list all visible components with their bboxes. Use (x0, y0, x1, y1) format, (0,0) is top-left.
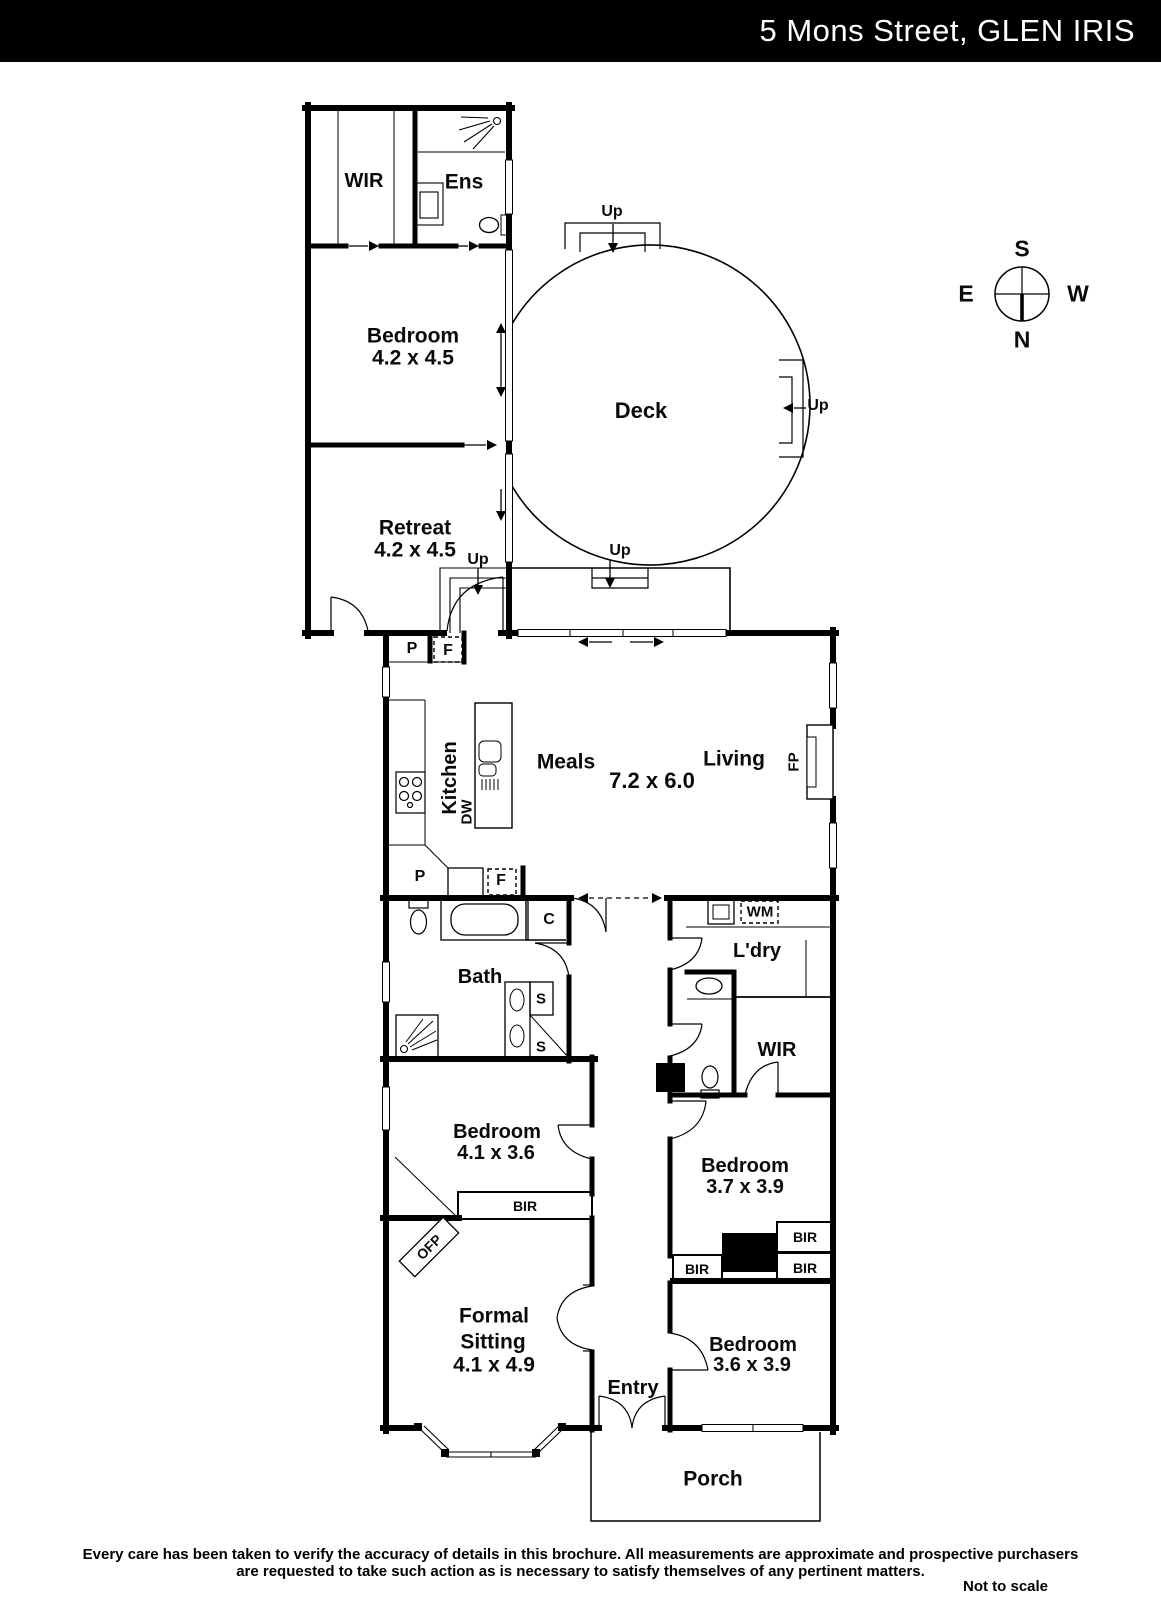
kitchen-bench (389, 662, 483, 896)
dims-retreat: 4.2 x 4.5 (374, 538, 456, 562)
bathtub-icon (441, 898, 528, 940)
cupboard-label: C (543, 911, 555, 928)
room-label-meals: Meals (536, 750, 596, 774)
room-label-kitchen: Kitchen (439, 741, 461, 815)
stairs-up-internal-label: Up (467, 551, 489, 568)
laundry-bench (686, 927, 833, 999)
disclaimer (0, 1546, 1161, 1580)
stairs-up-right-label: Up (807, 397, 829, 414)
room-label-deck: Deck (614, 398, 668, 423)
room-label-living: Living (703, 747, 765, 771)
room-label-wir-rear: WIR (757, 1039, 797, 1061)
robe-bed2-label: BIR (512, 1198, 538, 1214)
room-label-formal-line1: Formal (458, 1304, 530, 1328)
washing-machine-label: WM (746, 903, 774, 921)
fireplace-label: FP (785, 752, 803, 772)
pantry-lower-label: P (414, 868, 426, 885)
compass-west-label: W (1067, 280, 1089, 307)
ensuite-toilet-icon (480, 215, 511, 235)
shelf-lower-label: S (535, 1038, 547, 1056)
stairs-up-bottom-label: Up (609, 542, 631, 559)
dims-meals-living: 7.2 x 6.0 (609, 768, 695, 793)
room-label-formal-line2: Sitting (460, 1330, 526, 1354)
room-label-porch: Porch (683, 1467, 743, 1491)
sink-icon (479, 741, 501, 790)
compass-north-label: N (1013, 326, 1031, 353)
room-label-bedroom2: Bedroom (453, 1121, 541, 1143)
fireplace-icon (807, 725, 833, 799)
deck-outline (512, 245, 810, 633)
kitchen-island-icon (475, 703, 512, 828)
room-label-ens: Ens (444, 170, 484, 194)
dims-formal: 4.1 x 4.9 (453, 1353, 535, 1377)
compass-south-label: S (1014, 235, 1030, 262)
disclaimer-line1: Every care has been taken to verify the accuracy of details in this brochure. All measurements are approximate and prospective purchasers (82, 1546, 1079, 1563)
room-label-laundry: L'dry (732, 940, 782, 962)
dims-bedroom-main: 4.2 x 4.5 (372, 346, 454, 370)
pantry-top-label: P (406, 640, 418, 657)
dims-bedroom3: 3.7 x 3.9 (706, 1176, 784, 1198)
room-label-bedroom3: Bedroom (701, 1155, 789, 1177)
laundry-trough-icon (708, 900, 734, 924)
robe-bed3-top-label: BIR (792, 1229, 818, 1245)
room-label-bath: Bath (457, 966, 503, 988)
doors (331, 577, 778, 1428)
bath-toilet-icon (409, 898, 428, 934)
ensuite-shower-icon (418, 117, 505, 152)
disclaimer-line2: are requested to take such action as is necessary to satisfy themselves of any pertinent matters. (236, 1563, 925, 1580)
fridge-top-label: F (443, 642, 453, 659)
room-label-retreat: Retreat (378, 516, 452, 540)
room-label-bedroom-main: Bedroom (366, 324, 460, 348)
room-label-wir: WIR (344, 170, 384, 192)
dims-bedroom2: 4.1 x 3.6 (457, 1142, 535, 1164)
deck-steps-icon (565, 223, 803, 588)
dims-bedroom4: 3.6 x 3.9 (713, 1354, 791, 1376)
compass-icon (995, 267, 1049, 321)
wc-basin-icon (696, 978, 722, 994)
compass-east-label: E (958, 280, 974, 307)
cooktop-icon (396, 772, 425, 813)
page-title: 5 Mons Street, GLEN IRIS (759, 13, 1135, 48)
room-label-bedroom4: Bedroom (709, 1334, 797, 1356)
bath-shower-icon (396, 1015, 438, 1059)
open-fireplace-label: OFP (413, 1231, 445, 1263)
shelf-upper-label: S (535, 990, 547, 1008)
robe-bed3-bottom-label: BIR (792, 1260, 818, 1276)
bay-window (414, 1423, 566, 1457)
stairs-up-top-label: Up (601, 203, 623, 220)
room-label-entry: Entry (607, 1377, 659, 1399)
ensuite-vanity-icon (415, 183, 443, 225)
scale-note: Not to scale (963, 1578, 1049, 1595)
fridge-lower-label: F (496, 872, 506, 889)
dishwasher-label: DW (458, 799, 476, 825)
robe-bed3-left-label: BIR (684, 1261, 710, 1277)
